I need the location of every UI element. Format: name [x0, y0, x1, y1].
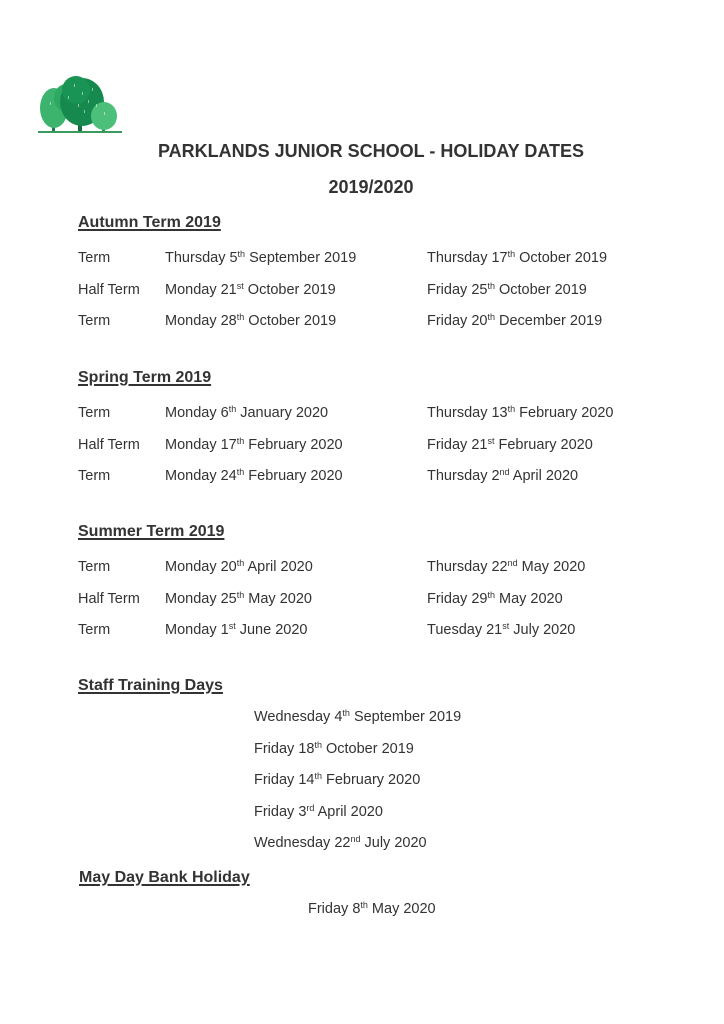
training-date: Wednesday 22nd July 2020: [254, 834, 427, 851]
section-heading-bank-holiday: May Day Bank Holiday: [79, 869, 250, 886]
term-start-date: Monday 17th February 2020: [165, 435, 343, 453]
section-heading-autumn: Autumn Term 2019: [78, 214, 221, 231]
term-start-date: Monday 25th May 2020: [165, 589, 312, 607]
term-end-date: Thursday 2nd April 2020: [427, 467, 579, 484]
ordinal-suffix: nd: [350, 834, 361, 844]
term-start-date: Monday 24th February 2020: [165, 467, 343, 484]
term-row-label: Term: [78, 559, 111, 575]
term-start-date: Thursday 5th September 2019: [165, 249, 357, 266]
term-end-date: Thursday 22nd May 2020: [427, 558, 586, 575]
term-row-label: Term: [78, 468, 111, 484]
ordinal-suffix: th: [314, 739, 322, 750]
ordinal-suffix: th: [342, 708, 350, 718]
term-end-date: Thursday 17th October 2019: [427, 249, 608, 266]
term-row: [0, 282, 724, 302]
ordinal-suffix: th: [236, 589, 245, 600]
term-row: [0, 622, 724, 642]
term-row-label: Half Term: [78, 590, 140, 607]
term-start-date: Monday 20th April 2020: [165, 558, 313, 575]
ordinal-suffix: th: [487, 312, 495, 322]
ordinal-suffix: th: [228, 404, 237, 414]
term-row-label: Half Term: [78, 281, 140, 298]
term-row: [0, 437, 724, 457]
term-row-label: Term: [78, 622, 111, 638]
term-start-date: Monday 28th October 2019: [165, 312, 337, 329]
ordinal-suffix: th: [236, 467, 245, 477]
ordinal-suffix: th: [314, 771, 322, 781]
ordinal-suffix: th: [507, 249, 516, 259]
ordinal-suffix: th: [236, 435, 245, 446]
term-row-label: Term: [78, 313, 111, 329]
ordinal-suffix: st: [228, 621, 236, 631]
page-subtitle-year: 2019/2020: [328, 177, 414, 197]
term-row: [0, 468, 724, 488]
ordinal-suffix: th: [487, 280, 495, 291]
training-date: Friday 18th October 2019: [254, 739, 414, 757]
page-title: PARKLANDS JUNIOR SCHOOL - HOLIDAY DATES: [157, 141, 585, 161]
section-heading-summer: Summer Term 2019: [78, 523, 225, 540]
term-row: [0, 405, 724, 425]
ordinal-suffix: st: [487, 435, 495, 446]
term-start-date: Monday 21st October 2019: [165, 280, 336, 298]
term-start-date: Monday 1st June 2020: [165, 621, 308, 638]
term-row-label: Term: [78, 250, 111, 266]
term-row: [0, 559, 724, 579]
ordinal-suffix: th: [360, 900, 368, 910]
training-date: Friday 14th February 2020: [254, 771, 421, 788]
term-row-label: Half Term: [78, 436, 140, 453]
section-heading-spring: Spring Term 2019: [78, 369, 212, 386]
ordinal-suffix: th: [236, 558, 245, 568]
ordinal-suffix: nd: [507, 558, 518, 568]
section-heading-training: Staff Training Days: [78, 677, 223, 694]
ordinal-suffix: th: [237, 249, 246, 259]
ordinal-suffix: st: [236, 280, 244, 291]
term-row-label: Term: [78, 405, 111, 421]
term-row: [0, 250, 724, 270]
trees-logo-icon: [38, 74, 122, 138]
ordinal-suffix: st: [502, 621, 510, 631]
term-start-date: Monday 6th January 2020: [165, 404, 329, 421]
ordinal-suffix: rd: [306, 802, 315, 813]
training-date: Wednesday 4th September 2019: [254, 708, 462, 725]
term-row: [0, 591, 724, 611]
term-end-date: Friday 25th October 2019: [427, 280, 587, 298]
training-date: Friday 3rd April 2020: [254, 802, 383, 820]
ordinal-suffix: th: [487, 589, 495, 600]
term-row: [0, 313, 724, 333]
term-end-date: Friday 29th May 2020: [427, 589, 563, 607]
term-end-date: Friday 20th December 2019: [427, 312, 603, 329]
term-end-date: Thursday 13th February 2020: [427, 404, 614, 421]
ordinal-suffix: nd: [499, 467, 510, 477]
term-end-date: Friday 21st February 2020: [427, 435, 593, 453]
bank-holiday-date: Friday 8th May 2020: [308, 900, 436, 917]
term-end-date: Tuesday 21st July 2020: [427, 621, 576, 638]
ordinal-suffix: th: [236, 312, 245, 322]
ordinal-suffix: th: [507, 404, 516, 414]
